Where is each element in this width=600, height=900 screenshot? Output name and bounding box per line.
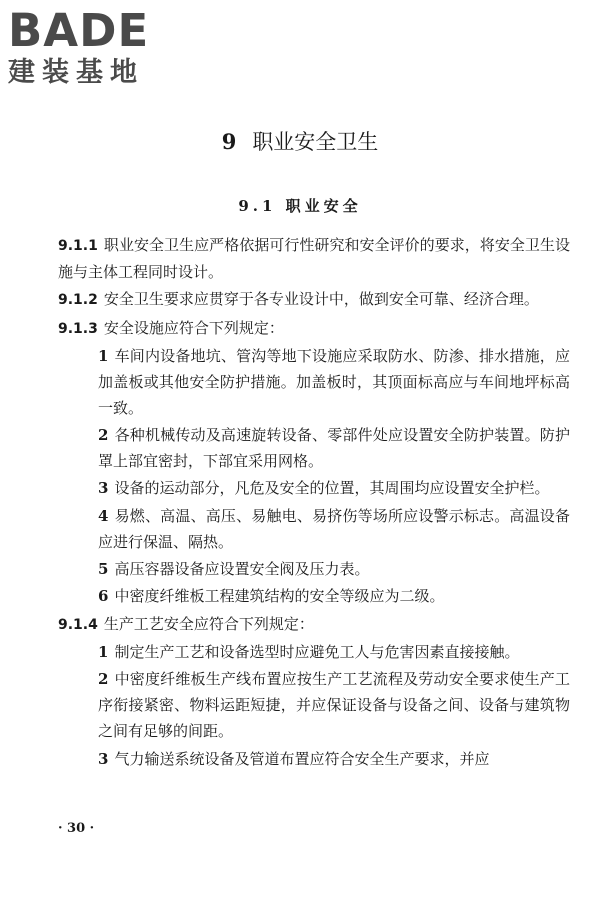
clause-number: 9.1.4 bbox=[58, 616, 98, 633]
clause-number: 9.1.1 bbox=[58, 238, 98, 254]
clause-text: 安全设施应符合下列规定： bbox=[103, 318, 284, 337]
list-item bbox=[58, 556, 570, 582]
item-text: 设备的运动部分，凡危及安全的位置，其周围均应设置安全护栏。 bbox=[114, 479, 550, 498]
item-text: 车间内设备地坑、管沟等地下设施应采取防水、防渗、排水措施，应加盖板或其他安全防护措施。加盖板时，其顶面标高应与车间地坪标高一致。 bbox=[98, 346, 570, 417]
clause-text: 生产工艺安全应符合下列规定： bbox=[103, 614, 314, 633]
item-text: 高压容器设备应设置安全阀及压力表。 bbox=[114, 560, 370, 579]
clause-number: 9.1.3 bbox=[58, 320, 98, 337]
section-title: 9.1 职业安全 bbox=[238, 197, 362, 215]
item-text: 各种机械传动及高速旋转设备、零部件处应设置安全防护装置。防护罩上部宜密封，下部宜采用网格。 bbox=[98, 426, 570, 471]
clause-9-1-4 bbox=[58, 611, 570, 638]
document-body bbox=[58, 232, 570, 773]
item-number: 4 bbox=[98, 506, 109, 525]
list-item bbox=[58, 583, 570, 609]
clause-number: 9.1.2 bbox=[58, 292, 98, 309]
item-number: 5 bbox=[98, 560, 109, 579]
item-number: 3 bbox=[98, 479, 109, 498]
item-number: 2 bbox=[98, 426, 109, 445]
item-number: 1 bbox=[98, 346, 109, 365]
logo-wordmark: BADE bbox=[8, 4, 150, 57]
list-item bbox=[58, 503, 570, 555]
list-item bbox=[58, 475, 570, 501]
list-item bbox=[58, 639, 570, 665]
list-item bbox=[58, 422, 570, 474]
item-text: 气力输送系统设备及管道布置应符合安全生产要求，并应 bbox=[114, 749, 490, 768]
item-text: 中密度纤维板工程建筑结构的安全等级应为二级。 bbox=[114, 587, 445, 606]
item-text: 中密度纤维板生产线布置应按生产工艺流程及劳动安全要求使生产工序衔接紧密、物料运距短捷，并应保证设备与设备之间、设备与建筑物之间有足够的间距。 bbox=[98, 670, 570, 741]
list-item bbox=[58, 343, 570, 421]
logo bbox=[8, 6, 183, 88]
item-number: 6 bbox=[98, 587, 109, 606]
chapter-number: 9 bbox=[221, 129, 237, 154]
item-number: 2 bbox=[98, 670, 109, 689]
clause-text: 安全卫生要求应贯穿于各专业设计中，做到安全可靠、经济合理。 bbox=[103, 290, 539, 309]
page-number: · 30 · bbox=[58, 821, 95, 836]
clause-9-1-3 bbox=[58, 315, 570, 342]
list-item bbox=[58, 666, 570, 744]
item-text: 易燃、高温、高压、易触电、易挤伤等场所应设警示标志。高温设备应进行保温、隔热。 bbox=[98, 506, 570, 551]
item-number: 1 bbox=[98, 642, 109, 661]
clause-text: 职业安全卫生应严格依据可行性研究和安全评价的要求，将安全卫生设施与主体工程同时设计。 bbox=[58, 236, 570, 281]
chapter-title bbox=[0, 128, 600, 156]
clause-9-1-1 bbox=[58, 232, 570, 285]
clause-9-1-2 bbox=[58, 286, 570, 313]
item-text: 制定生产工艺和设备选型时应避免工人与危害因素直接接触。 bbox=[114, 642, 520, 661]
list-item bbox=[58, 746, 570, 772]
chapter-title-text: 职业安全卫生 bbox=[252, 130, 379, 154]
item-number: 3 bbox=[98, 749, 109, 768]
logo-subtitle: 建装基地 bbox=[8, 57, 144, 88]
